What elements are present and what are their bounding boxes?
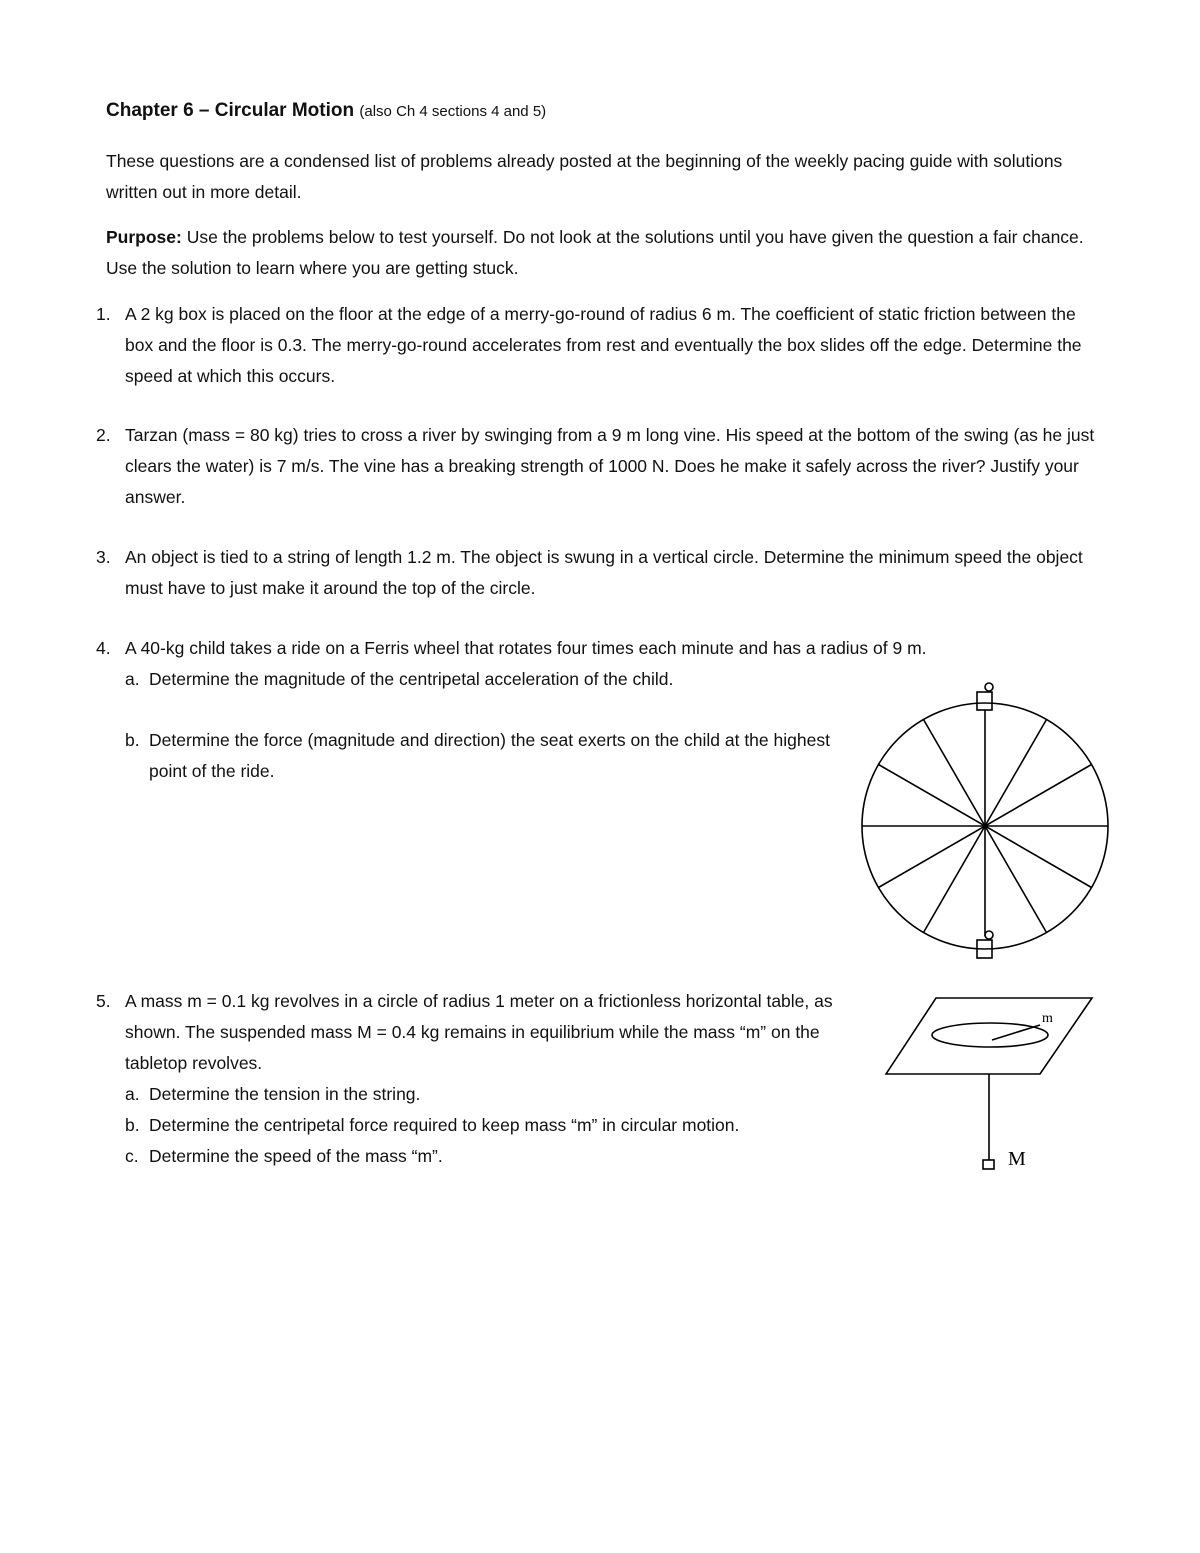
bottom-seat-hook — [985, 931, 993, 939]
title-main: Chapter 6 – Circular Motion — [106, 100, 355, 121]
part-label: a. — [125, 1084, 140, 1104]
part-label: a. — [125, 669, 140, 689]
question-3 — [96, 542, 1096, 604]
title-note: (also Ch 4 sections 4 and 5) — [359, 103, 547, 120]
big-mass-label: M — [1008, 1148, 1026, 1170]
string-on-table — [992, 1025, 1040, 1040]
question-part-a — [125, 1079, 856, 1110]
question-part-b — [125, 725, 839, 787]
ferris-wheel-figure — [855, 678, 1115, 963]
question-number: 3. — [96, 547, 111, 567]
top-seat — [977, 692, 992, 710]
part-text: Determine the tension in the string. — [149, 1084, 421, 1104]
small-mass-label: m — [1042, 1011, 1053, 1026]
question-number: 1. — [96, 304, 111, 324]
orbit-ellipse — [932, 1023, 1048, 1047]
part-text: Determine the force (magnitude and direction) the seat exerts on the child at the highest point of the ride. — [149, 730, 830, 781]
top-seat-hook — [985, 683, 993, 691]
question-stem: A 40-kg child takes a ride on a Ferris wheel that rotates four times each minute and has a radius of 9 m. — [125, 638, 927, 658]
question-number: 4. — [96, 638, 111, 658]
question-5 — [96, 986, 856, 1172]
tabletop — [886, 998, 1092, 1074]
part-text: Determine the centripetal force required to keep mass “m” in circular motion. — [149, 1115, 740, 1135]
intro-paragraph: These questions are a condensed list of problems already posted at the beginning of the weekly pacing guide with solutions written out in more detail. — [106, 151, 1063, 202]
question-text — [125, 986, 856, 1172]
part-label: b. — [125, 730, 140, 750]
purpose-text: Use the problems below to test yourself. Do not look at the solutions until you have given the question a fair chance. Use the solution to learn where you are getting stuck. — [106, 227, 1084, 278]
question-2 — [96, 420, 1096, 513]
purpose-label: Purpose: — [106, 227, 182, 247]
question-text: An object is tied to a string of length 1.2 m. The object is swung in a vertical circle. Determine the minimum speed the object must have to just make it around the top of the circle. — [125, 547, 1083, 598]
question-number: 2. — [96, 425, 111, 445]
hanging-mass-block — [983, 1160, 994, 1169]
part-text: Determine the speed of the mass “m”. — [149, 1146, 443, 1166]
question-1 — [96, 299, 1096, 392]
question-number: 5. — [96, 991, 111, 1011]
question-text: Tarzan (mass = 80 kg) tries to cross a river by swinging from a 9 m long vine. His speed at the bottom of the swing (as he just clears the water) is 7 m/s. The vine has a breaking strength of 1000 N. Does he make it safely across the river? Justify your answer. — [125, 425, 1095, 507]
question-part-a — [125, 664, 849, 695]
question-text: A 2 kg box is placed on the floor at the edge of a merry-go-round of radius 6 m. The coefficient of static friction between the box and the floor is 0.3. The merry-go-round accelerates from rest and eventually the box slides off the edge. Determine the speed at which this occurs. — [125, 304, 1082, 386]
question-stem: A mass m = 0.1 kg revolves in a circle of radius 1 meter on a frictionless horizontal table, as shown. The suspended mass M = 0.4 kg remains in equilibrium while the mass “m” on the tabletop revolves. — [125, 991, 833, 1073]
question-part-c — [125, 1141, 856, 1172]
part-text: Determine the magnitude of the centripetal acceleration of the child. — [149, 669, 674, 689]
page-title — [106, 100, 546, 122]
table-mass-figure — [880, 990, 1100, 1180]
question-part-b — [125, 1110, 856, 1141]
part-label: c. — [125, 1146, 139, 1166]
purpose-paragraph — [106, 222, 1096, 284]
part-label: b. — [125, 1115, 140, 1135]
